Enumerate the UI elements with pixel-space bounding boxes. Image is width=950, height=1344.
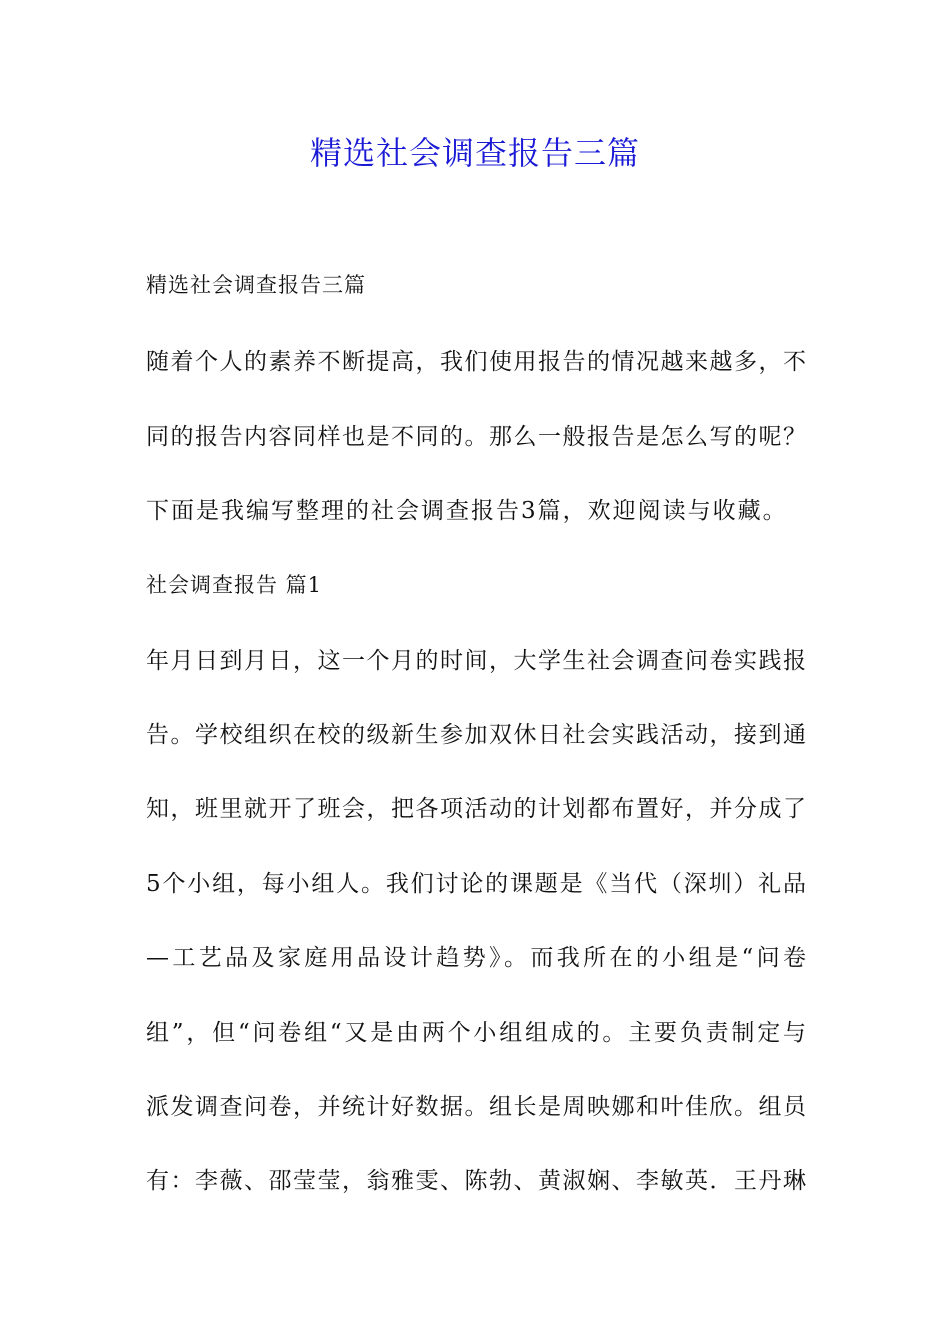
intro-line-3: 下面是我编写整理的社会调查报告3篇，欢迎阅读与收藏。	[146, 498, 788, 524]
section-line-1: 年月日到月日，这一个月的时间，大学生社会调查问卷实践报	[146, 648, 806, 674]
section-line-3: 知，班里就开了班会，把各项活动的计划都布置好，并分成了	[146, 796, 806, 822]
intro-line-1: 随着个人的素养不断提高，我们使用报告的情况越来越多，不	[146, 349, 806, 375]
section-line-7: 派发调查问卷，并统计好数据。组长是周映娜和叶佳欣。组员	[146, 1094, 806, 1120]
section-line-8: 有：李薇、邵莹莹，翁雅雯、陈勃、黄淑娴、李敏英．王丹琳	[146, 1168, 806, 1194]
section-heading: 社会调查报告 篇1	[146, 573, 323, 597]
document-title: 精选社会调查报告三篇	[309, 134, 640, 172]
section-line-4: 5个小组，每小组人。我们讨论的课题是《当代（深圳）礼品	[146, 871, 806, 897]
section-line-5: —工艺品及家庭用品设计趋势》。而我所在的小组是“问卷	[146, 945, 806, 971]
section-line-6: 组”，但“问卷组“又是由两个小组组成的。主要负责制定与	[146, 1020, 806, 1046]
section-line-2: 告。学校组织在校的级新生参加双休日社会实践活动，接到通	[146, 722, 806, 748]
document-subtitle: 精选社会调查报告三篇	[146, 273, 366, 297]
intro-line-2: 同的报告内容同样也是不同的。那么一般报告是怎么写的呢？	[146, 424, 806, 450]
